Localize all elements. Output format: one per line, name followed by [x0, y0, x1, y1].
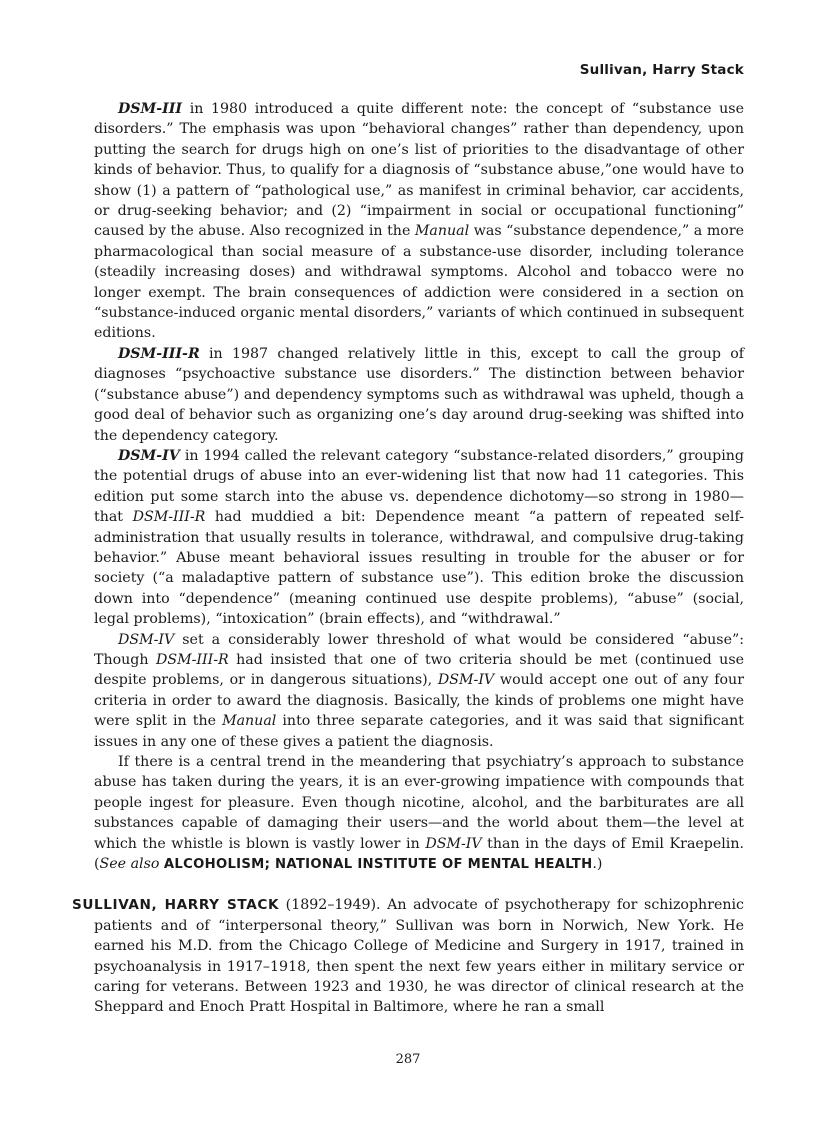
ref-dsm-iii-r: DSM-III-R: [155, 651, 229, 668]
ref-dsm-iv: DSM-IV: [437, 672, 495, 689]
paragraph-dsm-iii: [94, 99, 744, 344]
paragraph-text: was “substance dependence,” a more pharmacological than social measure of a substance-use disorder, including tolerance (steadily increasing doses) and withdrawal symptoms. Alcohol and tobacco were no longer exempt. The brain consequences of addiction were considered in a section on “substance-induced organic mental disorders,” variants of which continued in subsequent editions.: [94, 223, 744, 342]
manual-title: Manual: [222, 713, 277, 730]
manual-title: Manual: [414, 223, 470, 240]
paragraph-text: in 1994 called the relevant category “substance-related disorders,” grouping the potential drugs of abuse into an ever-widening list that now had 11 categories. This edition put some starch into the abuse vs. dependence dichotomy—so strong in 1980—that: [94, 447, 744, 526]
paragraph-dsm-iv: [94, 446, 744, 630]
ref-dsm-iii-r: DSM-III-R: [132, 509, 206, 526]
ref-dsm-iv: DSM-IV: [425, 835, 482, 852]
ref-dsm-iv: DSM-IV: [118, 631, 175, 648]
paragraph-text: set a considerably lower threshold of what would be considered “abuse”: Though: [94, 631, 744, 668]
term-dsm-iii: DSM-III: [118, 101, 183, 117]
term-dsm-iii-r: DSM-III-R: [118, 345, 200, 362]
paragraph-central-trend: [94, 752, 744, 875]
paragraph-dsm-iv-threshold: [94, 630, 744, 752]
paragraph-text: than in the days of Emil Kraepelin. (: [94, 835, 744, 873]
body-text: [72, 99, 745, 1018]
entry-headword: SULLIVAN, HARRY STACK: [72, 897, 280, 914]
paragraph-text: in 1980 introduced a quite different note: the concept of “substance use disorders.” The emphasis was upon “behavioral changes” rather than dependency, upon putting the search for drugs high on one’s list of priorities to the disadvantage of other kinds of behavior. Thus, to qualify for a diagnosis of “substance abuse,”one would have to show (1) a pattern of “pathological use,” as manifest in criminal behavior, car accidents, or drug-seeking behavior; and (2) “impairment in social or occupational functioning” caused by the abuse. Also recognized in the: [94, 101, 744, 240]
paragraph-text: .): [592, 856, 603, 873]
paragraph-text: had muddied a bit: Dependence meant “a pattern of repeated self-administration that usually results in tolerance, withdrawal, and compulsive drug-taking behavior.” Abuse meant behavioral issues resulting in trouble for the abuser or for society (“a maladaptive pattern of substance use”). This edition broke the discussion down into “dependence” (meaning continued use despite problems), “abuse” (social, legal problems), “intoxication” (brain effects), and “withdrawal.”: [94, 509, 745, 628]
entry-text: (1892–1949). An advocate of psychotherapy for schizophrenic patients and of “interpersonal theory,” Sullivan was born in Norwich, New York. He earned his M.D. from the Chicago College of Medicine and Surgery in 1917, trained in psychoanalysis in 1917–1918, then spent the next few years either in military service or caring for veterans. Between 1923 and 1930, he was director of clinical research at the Sheppard and Enoch Pratt Hospital in Baltimore, where he ran a small: [94, 897, 744, 1016]
term-dsm-iv: DSM-IV: [118, 447, 180, 464]
page-number: 287: [395, 1052, 421, 1067]
paragraph-dsm-iii-r: [94, 344, 744, 446]
paragraph-text: had insisted that one of two criteria should be met (continued use despite problems, or in dangerous situations),: [94, 651, 744, 689]
running-head: Sullivan, Harry Stack: [579, 62, 744, 78]
cross-references[interactable]: ALCOHOLISM; NATIONAL INSTITUTE OF MENTAL HEALTH: [163, 857, 593, 873]
paragraph-text: in 1987 changed relatively little in this, except to call the group of diagnoses “psychoactive substance use disorders.” The distinction between behavior (“substance abuse”) and dependency symptoms such as withdrawal was upheld, though a good deal of behavior such as organizing one’s day around drug-seeking was shifted into the dependency category.: [94, 345, 744, 444]
see-also-label: See also: [99, 856, 160, 873]
paragraph-text: If there is a central trend in the meandering that psychiatry’s approach to substance abuse has taken during the years, it is an ever-growing impatience with compounds that people ingest for pleasure. Even though nicotine, alcohol, and the barbiturates are all substances capable of damaging their users—and the world about them—the level at which the whistle is blown is vastly lower in: [94, 754, 744, 852]
entry-sullivan-harry-stack: [72, 895, 744, 1017]
paragraph-text: into three separate categories, and it was said that significant issues in any one of these gives a patient the diagnosis.: [94, 713, 744, 750]
paragraph-text: would accept one out of any four criteria in order to award the diagnosis. Basically, the kinds of problems one might have were split in the: [94, 672, 744, 730]
